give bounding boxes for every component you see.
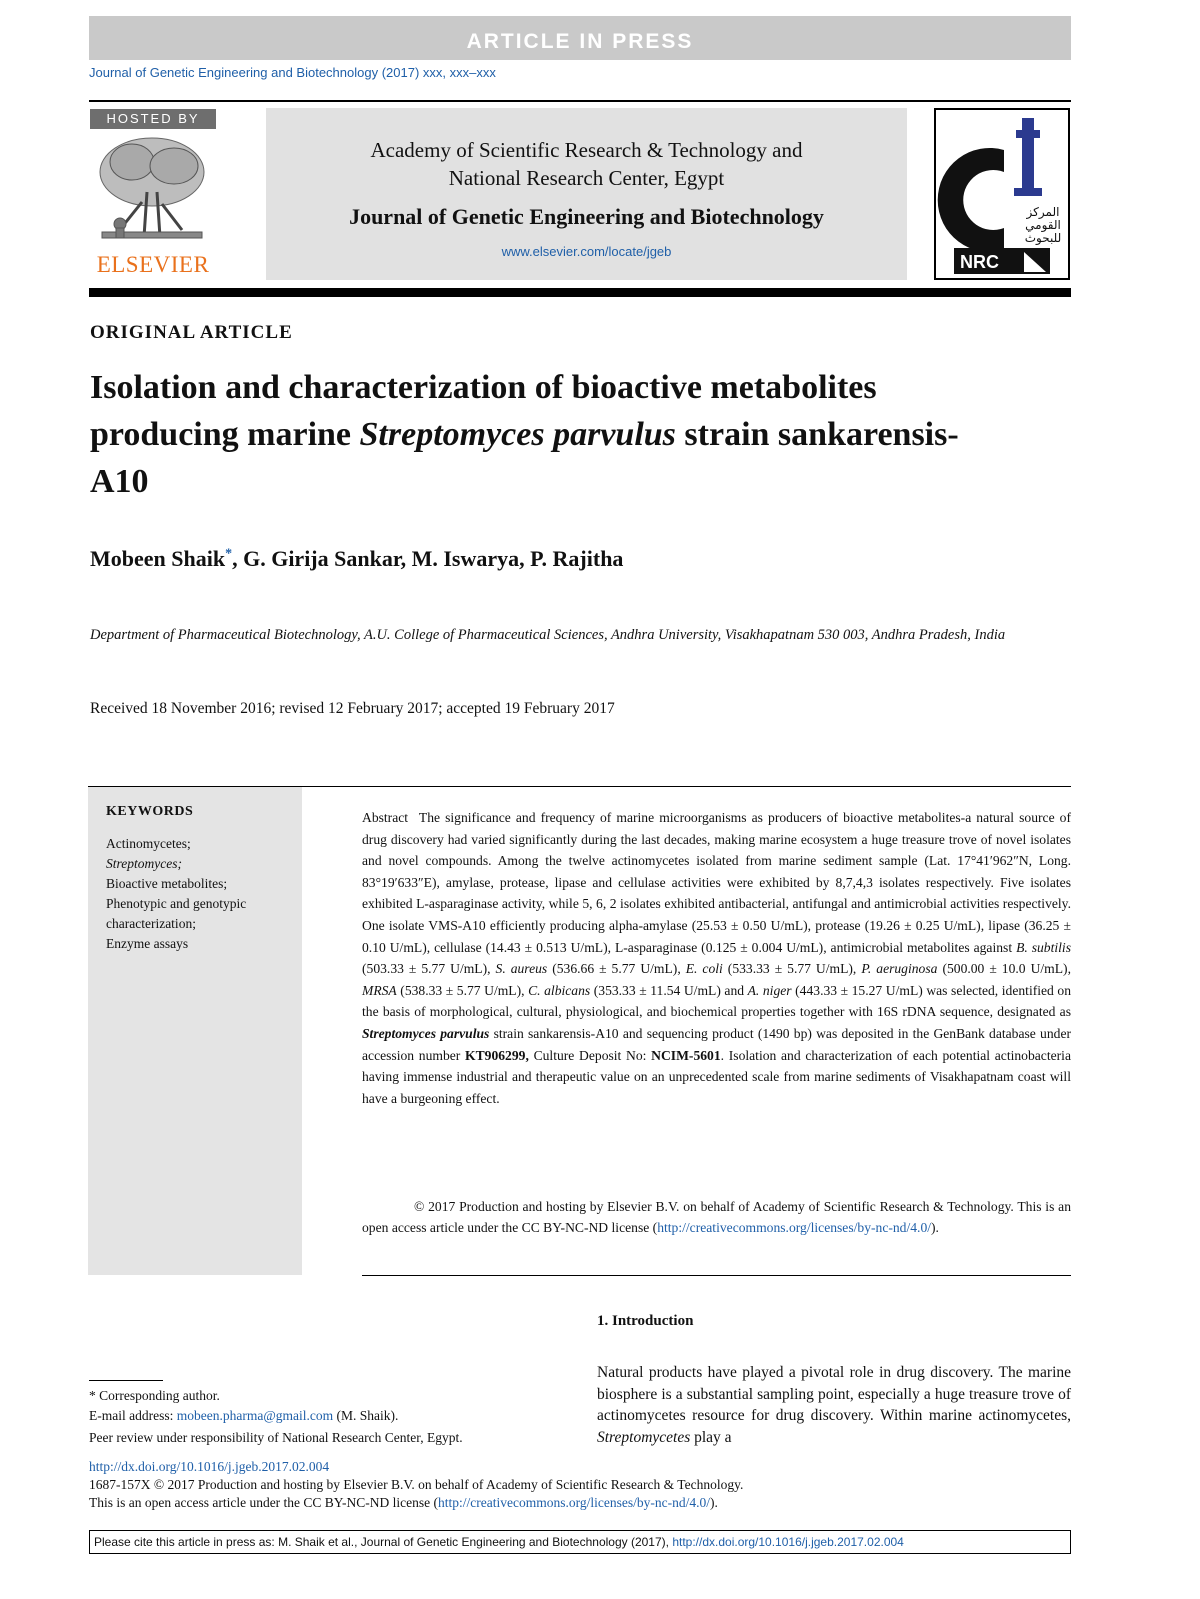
abstract-text: (536.66 ± 5.77 U/mL), (547, 961, 686, 977)
hosted-by-label: HOSTED BY (90, 109, 216, 129)
abstract-text: and sequencing product (1490 bp) was deposited in the GenBank database under accession number (362, 1025, 1071, 1063)
abstract-copyright (362, 1196, 1071, 1238)
email-link[interactable]: mobeen.pharma@gmail.com (176, 1408, 334, 1423)
keyword-item: Bioactive metabolites; (106, 876, 228, 891)
title-text-2: strain sankarensis-A10 (90, 416, 959, 500)
deposit-number: NCIM-5601 (651, 1047, 721, 1063)
organism-name: E. coli (685, 961, 723, 977)
doi-link[interactable]: http://dx.doi.org/10.1016/j.jgeb.2017.02.004 (89, 1459, 330, 1474)
abstract-bottom-rule (362, 1275, 1071, 1276)
article-in-press-banner: ARTICLE IN PRESS (89, 16, 1071, 60)
abstract-text: (500.00 ± 10.0 U/mL), (937, 961, 1071, 977)
footnote-rule (89, 1380, 163, 1381)
license-text: This is an open access article under the CC BY-NC-ND license ( (89, 1495, 439, 1510)
intro-text-2: play a (690, 1428, 732, 1446)
keyword-item: Streptomyces; (106, 856, 182, 871)
email-label: E-mail address: (89, 1408, 177, 1423)
issn-line: 1687-157X © 2017 Production and hosting by Elsevier B.V. on behalf of Academy of Scientific Research & Technology. (89, 1477, 744, 1492)
introduction-text (597, 1362, 1071, 1448)
keyword-item: Actinomycetes; (106, 836, 191, 851)
license-line (89, 1494, 1071, 1512)
organism-name: P. aeruginosa (861, 961, 938, 977)
license-link[interactable]: http://creativecommons.org/licenses/by-nc-nd/4.0/ (657, 1220, 932, 1235)
header-rule (89, 100, 1071, 102)
organism-name: A. niger (747, 982, 792, 998)
elsevier-tree-logo (92, 132, 212, 250)
journal-url-link[interactable]: www.elsevier.com/locate/jgeb (501, 244, 672, 259)
license-end: ). (709, 1495, 718, 1510)
organism-name: MRSA (362, 982, 397, 998)
abstract-body (362, 807, 1071, 1109)
email-suffix: (M. Shaik). (333, 1408, 399, 1423)
academy-line-2: National Research Center, Egypt (448, 166, 725, 190)
footer-license-link[interactable]: http://creativecommons.org/licenses/by-nc-nd/4.0/ (438, 1495, 710, 1510)
abstract-label: Abstract (362, 810, 409, 825)
abstract-text: (533.33 ± 5.77 U/mL), (722, 961, 862, 977)
keywords-list (106, 834, 296, 954)
keywords-title: KEYWORDS (106, 804, 194, 819)
academy-line-1: Academy of Scientific Research & Technology and (370, 138, 803, 162)
citation-box (89, 1530, 1071, 1554)
abstract-text: strain sankarensis-A10 (489, 1025, 619, 1041)
journal-reference[interactable]: Journal of Genetic Engineering and Biotechnology (2017) xxx, xxx–xxx (89, 65, 496, 80)
strain-name: Streptomyces parvulus (362, 1025, 490, 1041)
journal-banner (266, 108, 907, 280)
title-text-1: Isolation and characterization of bioactive metabolites producing marine (90, 369, 877, 453)
intro-text-1: Natural products have played a pivotal role in drug discovery. The marine biosphere is a substantial sampling point, especially a huge treasure trove of actinomycetes resource for drug discovery. Within marine actinomycetes, (597, 1364, 1071, 1425)
author-first: Mobeen Shaik (90, 546, 226, 571)
title-species: Streptomyces parvulus (359, 416, 676, 453)
citation-doi-link[interactable]: http://dx.doi.org/10.1016/j.jgeb.2017.02.004 (672, 1535, 904, 1549)
elsevier-wordmark: ELSEVIER (96, 252, 210, 277)
nrc-logo (934, 108, 1070, 280)
copyright-text: © 2017 Production and hosting by Elsevier B.V. on behalf of Academy of Scientific Research & Technology. This is an open access article under the CC BY-NC-ND license ( (362, 1199, 1071, 1235)
corresponding-marker[interactable]: * (225, 546, 233, 562)
keyword-item: Enzyme assays (106, 936, 189, 951)
article-title (90, 364, 990, 505)
citation-text: Please cite this article in press as: M. Shaik et al., Journal of Genetic Engineering and Biotechnology (2017), (94, 1535, 673, 1549)
header-thick-rule (89, 288, 1071, 297)
author-list (90, 546, 623, 572)
abstract-text: The significance and frequency of marine microorganisms as producers of bioactive metabolites-a natural source of drug discovery had varied significantly during the last decades, making marine ecosystem a huge treasure trove of novel isolates and novel compounds. Among the twelve actinomycetes isolated from marine sediment sample (Lat. 17°41′962″N, Long. 83°19′633″E), amylase, protease, lipase and cellulase activities were exhibited by 8,7,4,3 isolates respectively. Five isolates exhibited L-asparaginase activity, while 5, 6, 2 isolates exhibited antibacterial, antifungal and antimicrobial activities respectively. One isolate VMS-A10 efficiently producing alpha-amylase (25.53 ± 0.50 U/mL), protease (19.26 ± 0.25 U/mL), lipase (36.25 ± 0.10 U/mL), cellulase (14.43 ± 0.513 U/mL), L-asparaginase (0.125 ± 0.004 U/mL), antimicrobial metabolites against (362, 810, 1071, 955)
organism-name: C. albicans (528, 982, 591, 998)
footnotes (89, 1386, 589, 1448)
corresponding-author-note: * Corresponding author. (89, 1388, 220, 1403)
email-note (89, 1406, 589, 1426)
nrc-arabic-text: المركز القومي للبحوث (1024, 205, 1062, 245)
organism-name: B. subtilis (1016, 939, 1071, 955)
organism-name: S. aureus (495, 961, 548, 977)
abstract-text: (443.33 ± 15.27 U/mL) was selected, identified on the basis of morphological, cultural, physiological, and biochemical properties together with 16S rDNA sequence, designated as (362, 982, 1072, 1020)
abstract-text: Culture Deposit No: (528, 1047, 652, 1063)
affiliation: Department of Pharmaceutical Biotechnology, A.U. College of Pharmaceutical Sciences, Andhra University, Visakhapatnam 530 003, Andhra Pradesh, India (90, 627, 1006, 643)
svg-text:NRC: NRC (960, 252, 999, 272)
article-type: ORIGINAL ARTICLE (90, 322, 293, 343)
page-footer (89, 1458, 1071, 1512)
abstract-text: (538.33 ± 5.77 U/mL), (396, 982, 529, 998)
intro-genus: Streptomycetes (597, 1428, 691, 1446)
abstract-text: . Isolation and characterization of each potential actinobacteria having immense industrial and therapeutic value on an unprecedented scale from marine sediments of Visakhapatnam coast will have a burgeoning effect. (362, 1047, 1071, 1106)
peer-review-note: Peer review under responsibility of National Research Center, Egypt. (89, 1430, 463, 1445)
abstract-text: (503.33 ± 5.77 U/mL), (362, 961, 496, 977)
keyword-item: Phenotypic and genotypic characterization; (106, 896, 247, 931)
journal-title: Journal of Genetic Engineering and Biotechnology (349, 204, 824, 229)
authors-rest: , G. Girija Sankar, M. Iswarya, P. Rajitha (232, 546, 624, 571)
copyright-end: ). (931, 1220, 939, 1235)
article-dates: Received 18 November 2016; revised 12 February 2017; accepted 19 February 2017 (90, 700, 615, 717)
section-heading-introduction: 1. Introduction (597, 1313, 694, 1329)
nrc-emblem-icon (936, 110, 1068, 278)
accession-number: KT906299, (465, 1047, 529, 1063)
abstract-text: (353.33 ± 11.54 U/mL) and (590, 982, 748, 998)
